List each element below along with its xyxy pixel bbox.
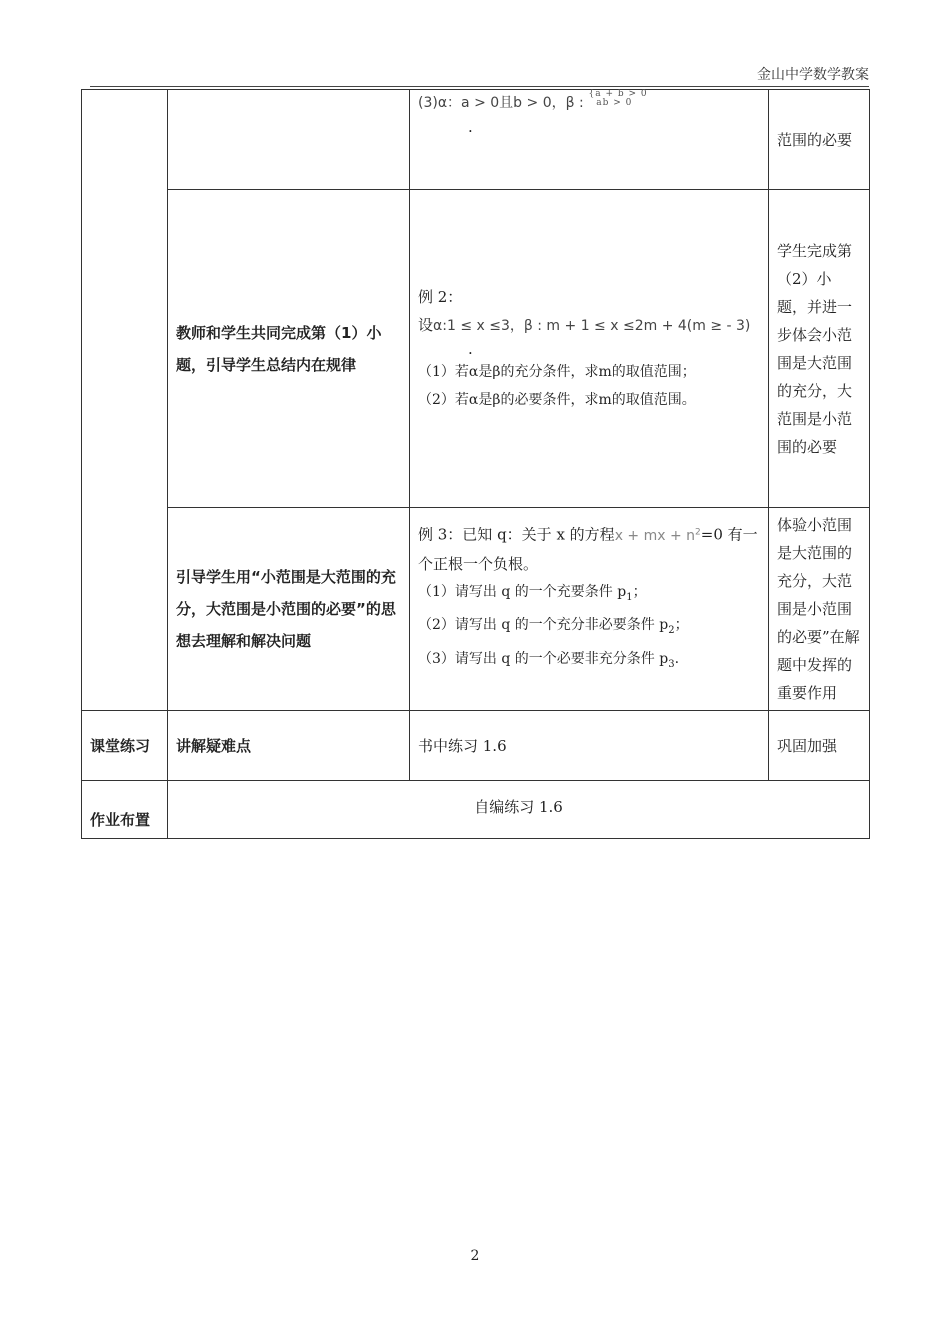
dot: .	[468, 118, 473, 136]
question-3: （3）请写出 q 的一个必要非充分条件 $p_3$.	[418, 651, 680, 671]
activity-text: 讲解疑难点	[176, 736, 252, 755]
lesson-plan-table	[81, 89, 870, 839]
activity-cell	[168, 190, 410, 508]
content-cell	[410, 711, 769, 781]
table-row	[82, 190, 870, 508]
note-cell	[769, 90, 870, 190]
table-row	[82, 711, 870, 781]
content-text: 书中练习 1.6	[418, 736, 507, 755]
note-cell	[769, 190, 870, 508]
note-text: 巩固加强	[777, 736, 838, 755]
activity-cell	[168, 508, 410, 711]
page-number: 2	[470, 1248, 480, 1264]
homework-text: 自编练习 1.6	[474, 798, 563, 816]
question-1: （1）请写出 q 的一个充要条件 $p_1$；	[418, 583, 647, 603]
table-row	[82, 508, 870, 711]
section-label: 作业布置	[90, 811, 151, 829]
example-intro-end: =0 有一个正根一个负根。	[418, 525, 758, 573]
brace-system: {a + b > 0 ab > 0	[588, 89, 648, 108]
homework-cell	[168, 781, 870, 839]
section-cell-empty	[82, 90, 168, 711]
content-cell-example2	[410, 190, 769, 508]
note-text: 学生完成第（2）小题，并进一步体会小范围是大范围的充分，大范围是小范围的必要	[777, 241, 853, 456]
page-header	[90, 64, 869, 87]
activity-text: 引导学生用“小范围是大范围的充分，大范围是小范围的必要”的思想去理解和解决问题	[176, 568, 396, 650]
dot: .	[468, 340, 473, 358]
section-label: 课堂练习	[90, 736, 151, 755]
note-cell	[769, 711, 870, 781]
equation-formula: x + mx + $n^2$	[614, 527, 701, 544]
header-title: 金山中学数学教案	[757, 67, 869, 83]
activity-cell	[168, 711, 410, 781]
section-cell	[82, 781, 168, 839]
activity-text: 教师和学生共同完成第（1）小题，引导学生总结内在规律	[176, 323, 382, 374]
note-cell	[769, 508, 870, 711]
example-title: 例 2：	[418, 288, 463, 306]
content-cell-example3	[410, 508, 769, 711]
question-2: （2）请写出 q 的一个充分非必要条件 $p_2$；	[418, 617, 689, 637]
condition-formula: α:1 ≤ x ≤3，β : m + 1 ≤ x ≤2m + 4(m ≥ - 3)	[433, 318, 751, 334]
note-text: 体验小范围是大范围的充分，大范围是小范围的必要”在解题中发挥的重要作用	[777, 516, 860, 702]
table-row	[82, 781, 870, 839]
condition-text: (3)α：a > 0且b > 0，β :	[418, 95, 584, 111]
note-text: 范围的必要	[777, 130, 853, 149]
content-cell-example1-part3	[410, 90, 769, 190]
cond-prefix: 设	[418, 316, 434, 334]
table-row	[82, 90, 870, 190]
section-cell	[82, 711, 168, 781]
question-1: （1）若α是β的充分条件，求m的取值范围；	[418, 364, 696, 380]
activity-cell-empty	[168, 90, 410, 190]
example-intro: 例 3：已知 q：关于 x 的方程	[418, 525, 615, 544]
question-2: （2）若α是β的必要条件，求m的取值范围。	[418, 392, 696, 408]
